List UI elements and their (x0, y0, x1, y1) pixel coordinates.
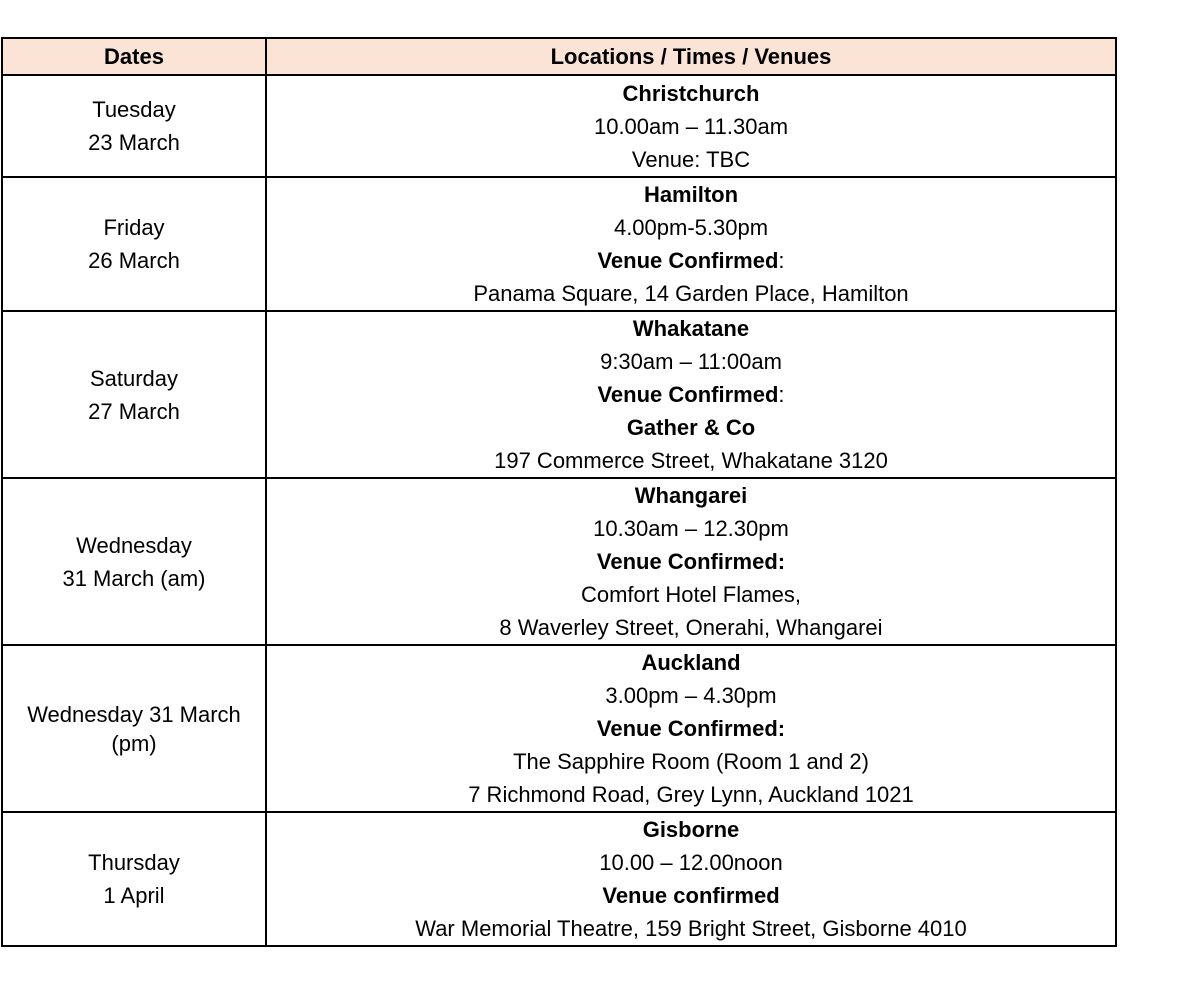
location-cell (266, 645, 1116, 812)
venue-label: Venue Confirmed: (596, 549, 786, 574)
date-day: Tuesday (92, 97, 176, 122)
date-day: Saturday (89, 365, 179, 391)
table-row (2, 311, 1116, 478)
table-row (2, 478, 1116, 645)
venue-confirmed-line (267, 244, 1115, 277)
date-day: Thursday (88, 850, 180, 875)
location-name: Christchurch (622, 80, 760, 106)
date-date: 26 March (88, 248, 180, 273)
location-name: Auckland (641, 650, 741, 675)
header-row (2, 38, 1116, 75)
venue-label: Venue Confirmed (597, 248, 779, 273)
date-date: 31 March (am) (62, 565, 206, 591)
venue-address: 7 Richmond Road, Grey Lynn, Auckland 1021 (468, 782, 914, 807)
table-row (2, 75, 1116, 177)
date-cell (2, 75, 266, 177)
venue-label-suffix: : (778, 382, 785, 407)
venue-confirmed-line (267, 378, 1115, 411)
venue-label: Venue confirmed (602, 883, 780, 908)
location-name: Hamilton (643, 182, 739, 207)
venue-address: 8 Waverley Street, Onerahi, Whangarei (499, 615, 883, 640)
session-time: 10.30am – 12.30pm (593, 516, 789, 541)
location-name: Gisborne (642, 817, 740, 842)
date-cell (2, 645, 266, 812)
session-time: 10.00 – 12.00noon (599, 850, 783, 875)
venue-address: 197 Commerce Street, Whakatane 3120 (494, 448, 888, 473)
location-cell (266, 311, 1116, 478)
table-row (2, 177, 1116, 311)
venue-line: Venue: TBC (631, 146, 751, 172)
date-cell (2, 812, 266, 946)
venue-label-suffix: : (778, 248, 785, 273)
date-cell (2, 311, 266, 478)
venue-name: Comfort Hotel Flames, (580, 582, 802, 607)
header-locations: Locations / Times / Venues (266, 38, 1116, 75)
location-cell (266, 75, 1116, 177)
table-row (2, 812, 1116, 946)
table-row (2, 645, 1116, 812)
date-cell (2, 177, 266, 311)
date-date: 1 April (103, 883, 165, 908)
session-time: 3.00pm – 4.30pm (605, 683, 777, 708)
session-time: 4.00pm-5.30pm (613, 215, 769, 240)
date-date: 27 March (88, 398, 180, 424)
session-time: 9:30am – 11:00am (600, 349, 782, 374)
location-cell (266, 177, 1116, 311)
location-name: Whangarei (634, 483, 748, 508)
date-date: (pm) (111, 730, 157, 756)
session-time: 10.00am – 11.30am (593, 113, 789, 139)
schedule-table (1, 37, 1117, 947)
location-name: Whakatane (632, 316, 750, 341)
venue-address: War Memorial Theatre, 159 Bright Street, Gisborne 4010 (415, 916, 967, 941)
venue-label: Venue Confirmed: (596, 716, 786, 741)
location-cell (266, 812, 1116, 946)
date-cell (2, 478, 266, 645)
date-date: 23 March (88, 130, 180, 155)
venue-label: Venue Confirmed (597, 382, 779, 407)
date-day: Friday (103, 215, 165, 240)
location-cell (266, 478, 1116, 645)
venue-name: Gather & Co (626, 415, 756, 440)
date-day: Wednesday 31 March (27, 701, 241, 727)
date-day: Wednesday (76, 532, 192, 558)
venue-address: Panama Square, 14 Garden Place, Hamilton (473, 281, 909, 306)
header-dates: Dates (2, 38, 266, 75)
venue-name: The Sapphire Room (Room 1 and 2) (513, 749, 869, 774)
